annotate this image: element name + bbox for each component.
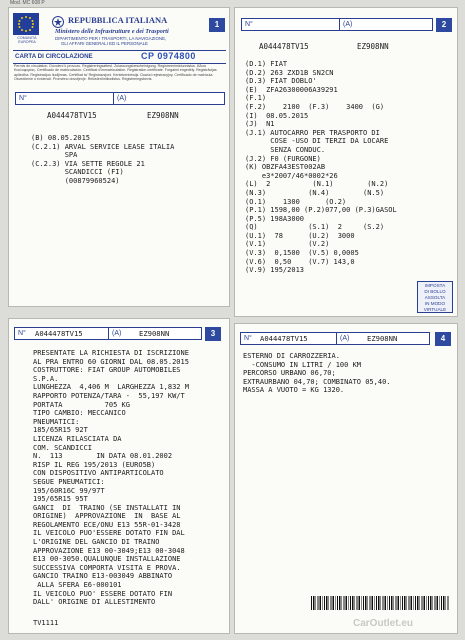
document-code: A044478TV15 (35, 329, 83, 338)
data-line: e3*2007/46*0002*26 (245, 171, 338, 180)
stamp-line: DI BOLLO (424, 289, 446, 294)
data-line: E13 00-3050.QUALUNQUE INSTALLAZIONE (33, 555, 181, 564)
consumption-block (243, 352, 391, 395)
data-line: IL VEICOLO PUO' ESSERE DOTATO FIN (33, 589, 173, 598)
serial-number: CP 0974800 (141, 51, 196, 61)
emblem-icon (51, 14, 65, 28)
data-line: COM. SCANDICCI (33, 443, 93, 452)
document-code: A044478TV15 (260, 334, 308, 343)
data-line: L'ORIGINE DEL GANCIO DI TRAINO (33, 538, 160, 547)
data-line: ORIGINE) APPROVAZIONE IN BASE AL (33, 512, 181, 521)
data-line: RAPPORTO POTENZA/TARA - 55,197 KW/T (33, 391, 185, 400)
ministry-title: Ministero delle Infrastrutture e dei Trasporti (55, 28, 169, 35)
plate-number: EZ908NN (367, 334, 398, 343)
page-number-badge: 2 (436, 18, 452, 32)
data-line: (J.2) F0 (FURGONE) (245, 154, 321, 163)
panel-2 (234, 7, 458, 317)
data-line: 195/60R16C 99/97T (33, 486, 105, 495)
page-number-badge: 3 (205, 327, 221, 341)
data-line: (D.3) FIAT DOBLO' (245, 77, 317, 86)
n-label: N° (19, 95, 27, 102)
stamp-line: IMPOSTA (424, 283, 446, 288)
republic-title: REPUBBLICA ITALIANA (68, 15, 168, 25)
data-line: MASSA A VUOTO = KG 1320. (243, 386, 345, 395)
plate-number: EZ908NN (357, 42, 389, 51)
page-number-badge: 4 (435, 332, 451, 346)
data-line: 195/65R15 95T (33, 495, 88, 504)
data-line: SPA (31, 151, 78, 160)
data-line: GANCIO TRAINO E13-003049 ABBINATO (33, 572, 173, 581)
data-line: LUNGHEZZA 4,406 M LARGHEZZA 1,832 M (33, 383, 189, 392)
data-line: PRESENTATE LA RICHIESTA DI ISCRIZIONE (33, 349, 189, 357)
data-line: (D.2) 263 ZXD1B SN2CN (245, 68, 334, 77)
department-line-2: GLI AFFARI GENERALI ED IL PERSONALE (61, 41, 148, 46)
notes-block (33, 349, 189, 607)
a-label: (A) (340, 335, 350, 342)
n-label: N° (18, 330, 26, 337)
data-line: ESTERNO DI CARROZZERIA. (243, 352, 340, 360)
data-line: (P.5) 198A3000 (245, 214, 305, 223)
data-line: (N.3) (N.4) (N.5) (245, 188, 385, 197)
multilingual-fine-print: Permis de circulation. Dovolení k provozu. Registreringsattest. Zulassungsbescheinigung. Registreerimistunnistus. Άδεια Κυκλοφορίας. Certificado de matriculación. Certificat d'immatriculation. Registration certificate. Forgalmi engedély. Registrācijas apliecība. Registracijos liudijimas. Certifikat ta' Reġistrazzjoni. Kentekenbewijs. Dowód rejestracyjny. Certificado de matrícula. Osvedčenie o evidencii. Prometno dovoljenje. Rekisteröintitodistus. Registreringsbevis. (14, 64, 217, 82)
data-line: RISP IL REG 195/2013 (EURO5B) (33, 460, 156, 469)
data-line: (P.1) 1598,00 (P.2)077,00 (P.3)GASOL (245, 206, 397, 215)
a-label: (A) (117, 95, 127, 102)
data-line: COSTRUTTORE: FIAT GROUP AUTOMOBILES (33, 366, 181, 375)
data-line: (U.1) 78 (U.2) 3000 (245, 231, 355, 240)
a-label: (A) (112, 330, 122, 337)
stamp-duty-box (417, 281, 453, 313)
data-line: (C.2.3) VIA SETTE REGOLE 21 (31, 159, 145, 168)
data-line: AL PRA ENTRO 60 GIORNI DAL 08.05.2015 (33, 357, 189, 366)
eu-flag-icon (13, 13, 39, 35)
data-line: CON DISPOSITIVO ANTIPARTICOLATO (33, 469, 164, 478)
data-line: SCANDICCI (FI) (31, 168, 124, 177)
data-line: SENZA CONDUC. (245, 145, 326, 154)
data-line: DALL' ORIGINE DI ALLESTIMENTO (33, 598, 156, 607)
data-line: (Q) (S.1) 2 (S.2) (245, 223, 385, 232)
data-line: REGOLAMENTO ECE/ONU E13 55R-01-3428 (33, 520, 181, 529)
data-line: (V.3) 0,1500 (V.5) 0,0005 (245, 249, 359, 258)
plate-number: EZ908NN (139, 329, 170, 338)
document-code: A044478TV15 (47, 111, 97, 120)
panel-4 (234, 323, 458, 634)
n-label: N° (244, 335, 252, 342)
data-line: (J.1) AUTOCARRO PER TRASPORTO DI (245, 128, 380, 137)
a-field-box (113, 92, 225, 105)
data-line: (O.1) 1300 (O.2) (245, 197, 347, 206)
panel-1 (8, 7, 230, 307)
form-code: Mod. MC 608 P (10, 0, 45, 6)
data-line: SEGUE PNEUMATICI: (33, 477, 105, 486)
data-line: (L) 2 (N.1) (N.2) (245, 180, 389, 189)
page-number-badge: 1 (209, 18, 225, 32)
data-line: ALLA SFERA E6-000101 (33, 581, 122, 590)
panel-3 (8, 318, 230, 634)
data-line: S.P.A. (33, 374, 59, 383)
data-line: IL VEICOLO PUO'ESSERE DOTATO FIN DAL (33, 529, 185, 538)
n-field-box (241, 18, 341, 31)
data-line: (B) 08.05.2015 (31, 134, 91, 142)
a-field-box (339, 18, 433, 31)
data-line: (I) 08.05.2015 (245, 111, 309, 120)
data-line: (00879960524) (31, 176, 120, 185)
data-line: PERCORSO URBANO 06,70; (243, 369, 336, 378)
department-line-1: DIPARTIMENTO PER I TRASPORTI, LA NAVIGAZIONE, (55, 36, 167, 41)
data-line: (C.2.1) ARVAL SERVICE LEASE ITALIA (31, 142, 175, 151)
n-field-box (15, 92, 115, 105)
data-line: (F.2) 2100 (F.3) 3400 (G) (245, 102, 385, 111)
n-label: N° (245, 21, 253, 28)
plate-number: EZ908NN (147, 111, 179, 120)
data-line: COSE -USO DI TERZI DA LOCARE (245, 137, 389, 146)
stamp-line: VIRTUALE (423, 307, 447, 312)
data-line: TIPO CAMBIO: MECCANICO (33, 409, 126, 418)
barcode (311, 596, 449, 610)
footer-code: TV1111 (33, 619, 59, 627)
data-line: (D.1) FIAT (245, 60, 288, 68)
data-line: LICENZA RILASCIATA DA (33, 434, 122, 443)
owner-data-block (31, 134, 174, 186)
data-line: GANCI DI TRAINO (SE INSTALLATI IN (33, 503, 181, 512)
data-line: N. 113 IN DATA 08.01.2002 (33, 452, 173, 461)
a-label: (A) (343, 21, 353, 28)
document-code: A044478TV15 (259, 42, 309, 51)
eu-label: COMUNITÀ EUROPEA (17, 36, 37, 44)
data-line: PNEUMATICI: (33, 417, 80, 426)
data-line: -CONSUMO IN LITRI / 100 KM (243, 360, 362, 369)
stamp-line: IN MODO (424, 301, 446, 306)
data-line: SUCCESSIVA COMPORTA VISITA E PROVA. (33, 563, 181, 572)
card-title-row (13, 50, 226, 64)
data-line: (J) N1 (245, 120, 275, 129)
data-line: (V.9) 195/2013 (245, 266, 305, 275)
watermark: CarOutlet.eu (353, 618, 414, 629)
data-line: PORTATA 705 KG (33, 400, 130, 409)
card-title: CARTA DI CIRCOLAZIONE (15, 53, 93, 60)
data-line: 185/65R15 92T (33, 426, 88, 435)
data-line: (F.1) (245, 94, 267, 103)
data-line: (V.6) 0,50 (V.7) 143,0 (245, 257, 355, 266)
data-line: APPROVAZIONE E13 00-3049;E13 00-3048 (33, 546, 185, 555)
data-line: (K) OBZFA43EST002AB (245, 163, 326, 172)
vehicle-data-block (245, 60, 397, 275)
data-line: (V.1) (V.2) (245, 240, 330, 249)
data-line: EXTRAURBANO 04,70; COMBINATO 05,40. (243, 377, 391, 386)
data-line: (E) ZFA26300006A39291 (245, 85, 338, 94)
stamp-line: ASSOLTA (424, 295, 446, 300)
